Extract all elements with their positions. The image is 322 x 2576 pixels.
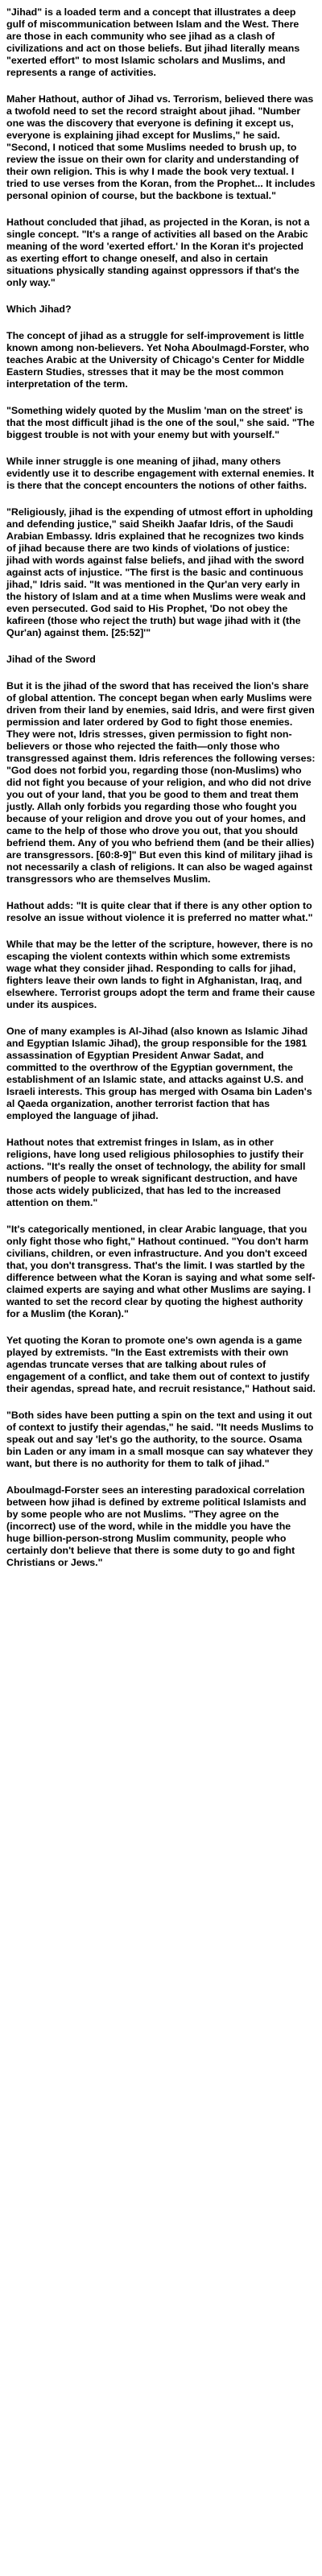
article-paragraph: Hathout notes that extremist fringes in Islam, as in other religions, have long used religious philosophies to justify their actions. "It's really the onset of technology, the ability for small numbers of people to wreak significant destruction, and have those acts widely publicized, that has led to the increased attention on them." [6, 1137, 306, 1208]
section-heading: Which Jihad? [6, 303, 72, 315]
article-paragraph: "Religiously, jihad is the expending of utmost effort in upholding and defending justice," said Sheikh Jaafar Idris, of the Saudi Arabian Embassy. Idris explained that he recognizes two kinds of jihad because there are two kinds of violations of justice: jihad with words against false beliefs, and jihad with the sword against acts of injustice. "The first is the basic and continuous jihad," Idris said. "It was mentioned in the Qur'an very early in the history of Islam and at a time when Muslims were weak and even persecuted. God said to His Prophet, 'Do not obey the kafireen (those who reject the truth) but wage jihad with it (the Qur'an) against them. [25:52]'" [6, 506, 313, 638]
article-paragraph: While that may be the letter of the scripture, however, there is no escaping the violent contexts within which some extremists wage what they consider jihad. Responding to calls for jihad, fighters leave their own lands to fight in Afghanistan, Iraq, and elsewhere. Terrorist groups adopt the term and frame their cause under its auspices. [6, 939, 316, 1010]
section-heading: Jihad of the Sword [6, 654, 96, 665]
article-paragraph: One of many examples is Al-Jihad (also known as Islamic Jihad and Egyptian Islamic Jihad), the group responsible for the 1981 assassination of Egyptian President Anwar Sadat, and committed to the overthrow of the Egyptian government, the establishment of an Islamic state, and attacks against U.S. and Israeli interests. This group has merged with Osama bin Laden's al Qaeda organization, another terrorist faction that has employed the language of jihad. [6, 1026, 312, 1121]
article-paragraph: The concept of jihad as a struggle for self-improvement is little known among non-believers. Yet Noha Aboulmagd-Forster, who teaches Arabic at the University of Chicago's Center for Middle Eastern Studies, stresses that it may be the most common interpretation of the term. [6, 330, 309, 390]
article-paragraph: Hathout adds: "It is quite clear that if there is any other option to resolve an issue without violence it is preferred no matter what." [6, 900, 313, 923]
article-paragraph: Yet quoting the Koran to promote one's own agenda is a game played by extremists. "In the East extremists with their own agendas truncate verses that are talking about rules of engagement of a conflict, and take them out of context to justify their agendas, spread hate, and recruit resistance," Hathout said. [6, 1335, 316, 1394]
article-paragraph: Aboulmagd-Forster sees an interesting paradoxical correlation between how jihad is defined by extreme political Islamists and by some people who are not Muslims. "They agree on the (incorrect) use of the word, while in the middle you have the huge billion-person-strong Muslim community, people who certainly don't believe that there is some duty to go and fight Christians or Jews." [6, 1484, 307, 1568]
article-paragraph: "Both sides have been putting a spin on the text and using it out of context to justify their agendas," he said. "It needs Muslims to speak out and say 'let's go the authority, to the source. Osama bin Laden or any imam in a small mosque can say whatever they want, but there is no authority for them to talk of jihad." [6, 1410, 314, 1469]
article-paragraph: "It's categorically mentioned, in clear Arabic language, that you only fight those who fight," Hathout continued. "You don't harm civilians, children, or even infrastructure. And you don't exceed that, you don't transgress. That's the limit. I was startled by the difference between what the Koran is saying and what some self-claimed experts are saying and what other Muslims are saying. I wanted to set the record clear by quoting the highest authority for a Muslim (the Koran)." [6, 1224, 316, 1319]
article-paragraph: "Jihad" is a loaded term and a concept that illustrates a deep gulf of miscommunication between Islam and the West. There are those in each community who see jihad as a clash of civilizations and act on those beliefs. But jihad literally means "exerted effort" to most Islamic scholars and Muslims, and represents a range of activities. [6, 6, 300, 78]
article-paragraph: But it is the jihad of the sword that has received the lion's share of global attention. The concept began when early Muslims were driven from their land by enemies, said Idris, and were first given permission and later ordered by God to fight those enemies. They were not, Idris stresses, given permission to fight non-believers or those who rejected the faith—only those who transgressed against them. Idris references the following verses: "God does not forbid you, regarding those (non-Muslims) who did not fight you because of your religion, and who did not drive you out of your land, that you be good to them and treat them justly. Allah only forbids you regarding those who fought you because of your religion and drove you out of your homes, and came to the help of those who drove you out, that you should befriend them. Any of you who befriend them (and be their allies) are transgressors. [60:8-9]" But even this kind of military jihad is not necessarily a clash of religions. It can also be waged against transgressors who are themselves Muslim. [6, 680, 316, 885]
article-paragraph: While inner struggle is one meaning of jihad, many others evidently use it to describe engagement with external enemies. It is there that the concept encounters the notions of other faiths. [6, 456, 315, 491]
article-paragraph: Hathout concluded that jihad, as projected in the Koran, is not a single concept. "It's a range of activities all based on the Arabic meaning of the word 'exerted effort.' In the Koran it's projected as exerting effort to change oneself, and also in certain situations physically standing against oppressors if that's the only way." [6, 217, 310, 288]
article-paragraph: "Something widely quoted by the Muslim 'man on the street' is that the most difficult jihad is the one of the soul," she said. "The biggest trouble is not with your enemy but with yourself." [6, 405, 315, 440]
article-paragraph: Maher Hathout, author of Jihad vs. Terrorism, believed there was a twofold need to set the record straight about jihad. "Number one was the discovery that everyone is defining it except us, everyone is explaining jihad except for Muslims," he said. "Second, I noticed that some Muslims needed to brush up, to review the issue on their own for clarity and understanding of their own religion. This is why I made the book very textual. I tried to use verses from the Koran, from the Prophet... It includes personal opinion of course, but the backbone is textual." [6, 93, 316, 201]
